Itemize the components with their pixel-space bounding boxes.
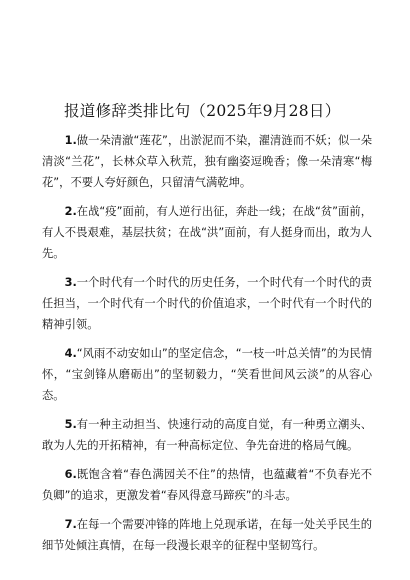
document-title: 报道修辞类排比句（2025年9月28日） — [64, 102, 341, 120]
paragraph-number: 4. — [64, 347, 77, 360]
paragraph-6 — [42, 464, 372, 506]
paragraph-number: 5. — [64, 418, 77, 431]
paragraph-text: 做一朵清澈“莲花”，出淤泥而不染，濯清涟而不妖；似一朵清淡“兰花”，长林众草入秋荒，独有幽姿逗晚香；像一朵清寒“梅花”，不要人夸好颜色，只留清气满乾坤。 — [42, 134, 372, 189]
paragraph-text: “风雨不动安如山”的坚定信念，“一枝一叶总关情”的为民情怀，“宝剑锋从磨砺出”的坚韧毅力，“笑看世间风云淡”的从容心态。 — [42, 347, 372, 402]
paragraph-number: 1. — [64, 134, 77, 147]
paragraph-number: 3. — [64, 276, 77, 289]
paragraph-5 — [42, 414, 372, 456]
paragraph-1 — [42, 130, 372, 193]
paragraph-4 — [42, 343, 372, 406]
paragraph-7 — [42, 514, 372, 556]
paragraph-text: 在每一个需要冲锋的阵地上兑现承诺，在每一处关乎民生的细节处倾注真情，在每一段漫长艰辛的征程中坚韧笃行。 — [42, 518, 372, 552]
paragraph-number: 2. — [64, 205, 77, 218]
paragraph-text: 有一种主动担当、快速行动的高度自觉，有一种勇立潮头、敢为人先的开拓精神，有一种高标定位、争先奋进的格局气魄。 — [42, 418, 372, 452]
paragraph-number: 6. — [64, 468, 77, 481]
paragraph-text: 一个时代有一个时代的历史任务，一个时代有一个时代的责任担当，一个时代有一个时代的价值追求，一个时代有一个时代的精神引领。 — [42, 276, 372, 331]
paragraph-text: 在战“疫”面前，有人逆行出征，奔赴一线；在战“贫”面前，有人不畏艰难，基层扶贫；在战“洪”面前，有人挺身而出，敢为人先。 — [42, 205, 372, 260]
paragraph-3 — [42, 272, 372, 335]
paragraph-number: 7. — [64, 518, 77, 531]
paragraph-text: 既饱含着“春色满园关不住”的热情，也蕴藏着“不负春光不负卿”的追求，更激发着“春风得意马蹄疾”的斗志。 — [42, 468, 372, 502]
paragraph-2 — [42, 201, 372, 264]
